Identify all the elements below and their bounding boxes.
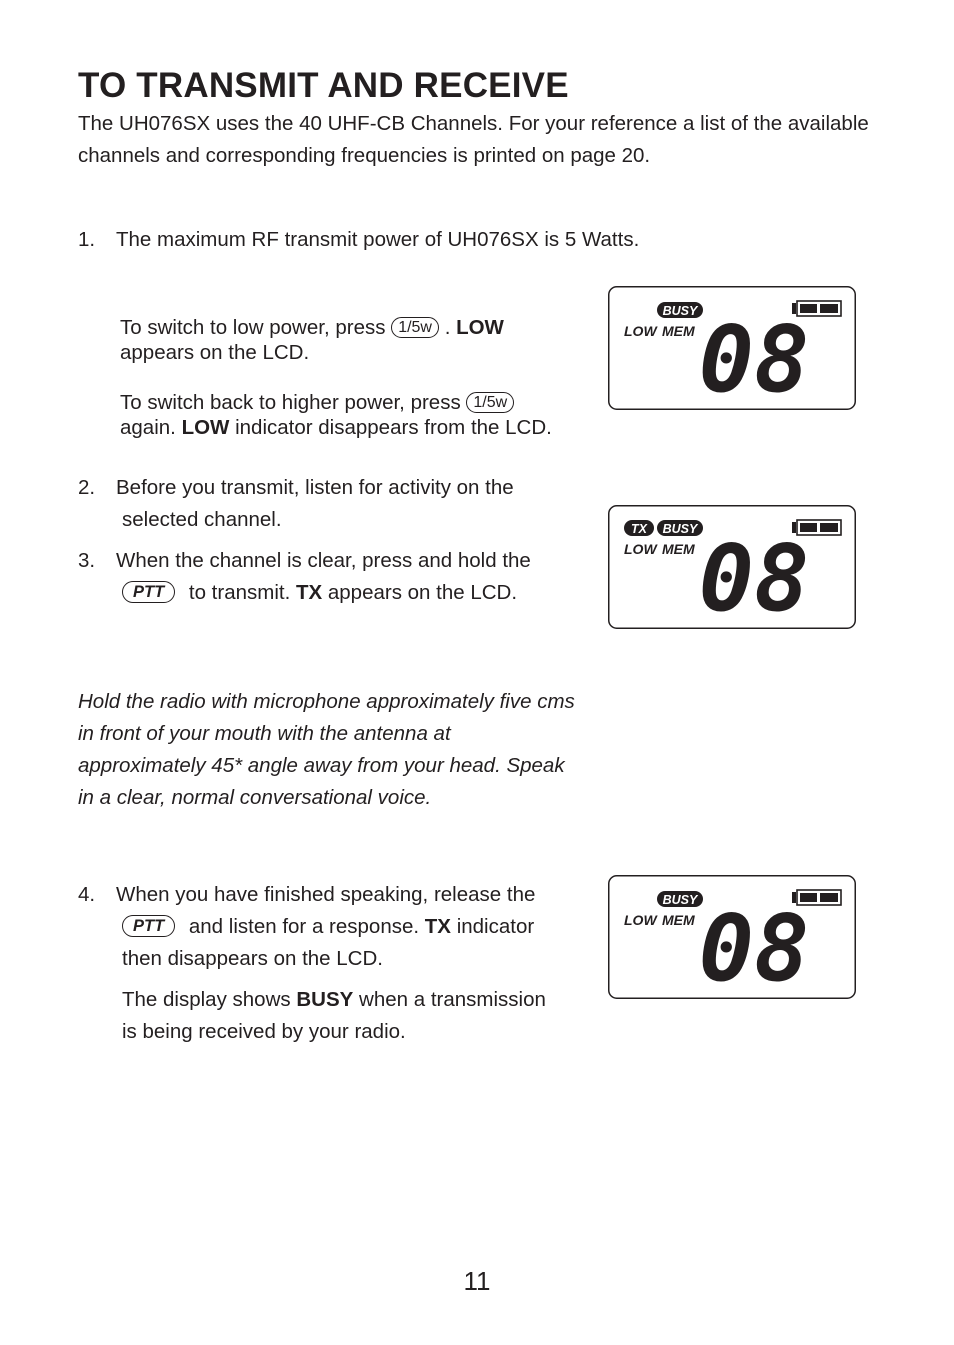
- busy-prefix: The display shows: [122, 988, 291, 1011]
- page-title: TO TRANSMIT AND RECEIVE: [78, 66, 569, 105]
- step-3-line2-prefix: to transmit.: [188, 581, 291, 604]
- step-4-line2-prefix: and listen for a response.: [188, 915, 420, 938]
- low-indicator: LOW: [624, 541, 657, 557]
- page-number: 11: [463, 1266, 491, 1296]
- step-3: [78, 545, 531, 609]
- low-power-text: To switch to low power, press: [120, 316, 386, 339]
- low-indicator-label: LOW: [456, 316, 504, 339]
- mem-indicator: MEM: [662, 912, 695, 928]
- step-number: 3.: [78, 549, 96, 572]
- step-number: 1.: [78, 228, 96, 251]
- low-power-line2: appears on the LCD.: [120, 341, 310, 364]
- channel-digits: 08: [698, 895, 810, 999]
- lcd-display-busy: [608, 875, 856, 999]
- mem-indicator: MEM: [662, 323, 695, 339]
- tx-indicator-label: TX: [295, 581, 323, 604]
- lcd-display-tx-busy: [608, 505, 856, 629]
- channel-digits: 08: [698, 525, 810, 629]
- low-indicator: LOW: [624, 323, 657, 339]
- step-1: [78, 224, 640, 256]
- mem-indicator: MEM: [662, 541, 695, 557]
- busy-badge: [657, 891, 703, 907]
- tx-badge: [624, 520, 654, 536]
- step-4: [78, 879, 546, 1048]
- high-power-instruction: [120, 390, 552, 440]
- step-3-line1: When the channel is clear, press and hold the: [116, 549, 531, 572]
- step-1-text: The maximum RF transmit power of UH076SX is 5 Watts.: [116, 228, 640, 251]
- busy-badge: [657, 520, 703, 536]
- svg-text:TX: TX: [631, 522, 647, 536]
- usage-note: Hold the radio with microphone approximately five cms in front of your mouth with the antenna at approximately 45* angle away from your head. Speak in a clear, normal conversational voice.: [78, 690, 575, 809]
- low-power-dot: .: [444, 316, 451, 339]
- step-2: [78, 472, 514, 536]
- svg-text:BUSY: BUSY: [662, 893, 698, 907]
- busy-indicator-label: BUSY: [296, 988, 354, 1011]
- svg-text:BUSY: BUSY: [662, 522, 698, 536]
- step-2-line2: selected channel.: [122, 508, 282, 531]
- busy-line2: is being received by your radio.: [122, 1020, 406, 1043]
- low-indicator: LOW: [624, 912, 657, 928]
- channel-digits: 08: [698, 306, 810, 410]
- ptt-button-icon: PTT: [122, 915, 175, 937]
- ptt-button-icon: PTT: [122, 581, 175, 603]
- step-4-line3: then disappears on the LCD.: [122, 947, 383, 970]
- step-4-line2-suffix: indicator: [456, 915, 535, 938]
- lcd-display-low-busy: [608, 286, 856, 410]
- high-power-again: again.: [120, 416, 176, 439]
- tx-indicator-label: TX: [424, 915, 451, 938]
- power-key-icon: 1/5w: [466, 392, 514, 413]
- high-power-suffix: indicator disappears from the LCD.: [235, 416, 552, 439]
- low-power-instruction: [120, 315, 504, 365]
- step-4-line1: When you have finished speaking, release the: [116, 883, 536, 906]
- svg-text:BUSY: BUSY: [662, 304, 698, 318]
- low-indicator-label: LOW: [181, 416, 230, 439]
- power-key-icon: 1/5w: [391, 317, 439, 338]
- step-2-line1: Before you transmit, listen for activity on the: [116, 476, 514, 499]
- intro-paragraph: The UH076SX uses the 40 UHF-CB Channels. For your reference a list of the available channels and corresponding frequencies is printed on page 20.: [78, 112, 869, 167]
- high-power-text: To switch back to higher power, press: [120, 391, 461, 414]
- step-number: 2.: [78, 476, 96, 499]
- step-number: 4.: [78, 883, 96, 906]
- busy-badge: [657, 302, 703, 318]
- step-3-line2-suffix: appears on the LCD.: [327, 581, 518, 604]
- busy-suffix: when a transmission: [359, 988, 546, 1011]
